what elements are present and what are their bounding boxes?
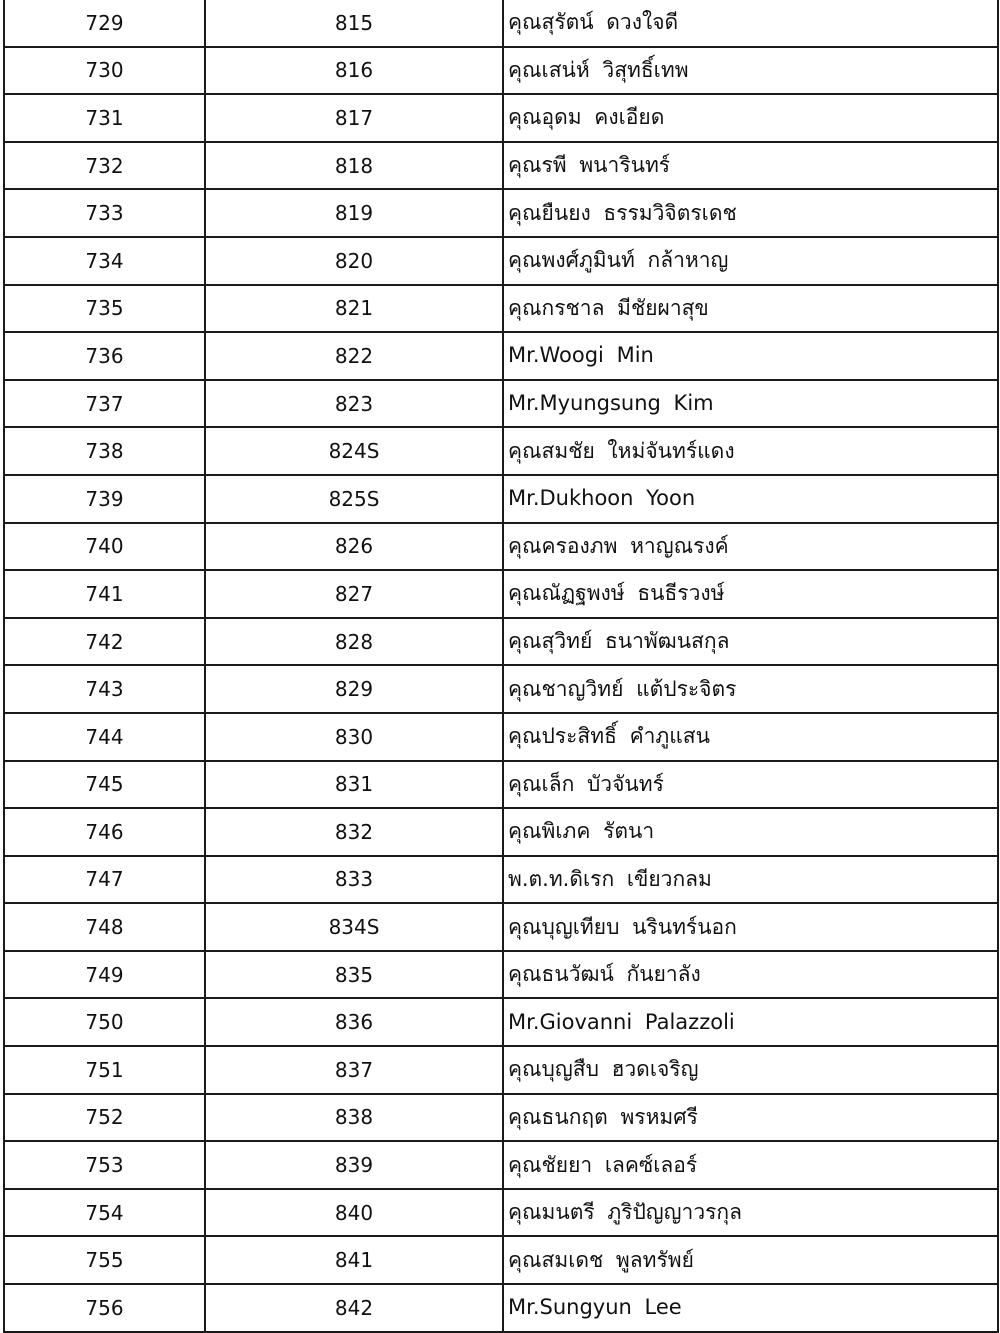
- table-row: [4, 951, 998, 999]
- row-number: 739: [4, 475, 205, 523]
- member-code: 836: [205, 998, 503, 1046]
- member-name: คุณพิเภค รัตนา: [503, 808, 998, 856]
- row-number: 742: [4, 618, 205, 666]
- member-name: คุณสมเดช พูลทรัพย์: [503, 1236, 998, 1284]
- member-name: คุณยืนยง ธรรมวิจิตรเดช: [503, 189, 998, 237]
- member-name: Mr.Dukhoon Yoon: [503, 475, 998, 523]
- table-row: [4, 285, 998, 333]
- member-name: คุณพงศ์ภูมินท์ กล้าหาญ: [503, 237, 998, 285]
- row-number: 734: [4, 237, 205, 285]
- row-number: 729: [4, 0, 205, 47]
- member-code: 817: [205, 94, 503, 142]
- table-row: [4, 1046, 998, 1094]
- row-number: 740: [4, 523, 205, 571]
- table-row: [4, 475, 998, 523]
- row-number: 756: [4, 1284, 205, 1332]
- table-row: [4, 142, 998, 190]
- row-number: 752: [4, 1094, 205, 1142]
- row-number: 753: [4, 1141, 205, 1189]
- row-number: 731: [4, 94, 205, 142]
- member-name: คุณณัฏฐพงษ์ ธนธีรวงษ์: [503, 570, 998, 618]
- table-row: [4, 332, 998, 380]
- member-code: 831: [205, 761, 503, 809]
- table-row: [4, 523, 998, 571]
- table-row: [4, 808, 998, 856]
- row-number: 749: [4, 951, 205, 999]
- table-row: [4, 570, 998, 618]
- member-name: คุณอุดม คงเอียด: [503, 94, 998, 142]
- row-number: 746: [4, 808, 205, 856]
- table-row: [4, 903, 998, 951]
- member-code: 835: [205, 951, 503, 999]
- table-row: [4, 0, 998, 47]
- row-number: 737: [4, 380, 205, 428]
- member-name: คุณบุญสืบ ฮวดเจริญ: [503, 1046, 998, 1094]
- member-code: 828: [205, 618, 503, 666]
- member-code: 816: [205, 47, 503, 95]
- row-number: 754: [4, 1189, 205, 1237]
- row-number: 745: [4, 761, 205, 809]
- member-name: คุณชาญวิทย์ แต้ประจิตร: [503, 665, 998, 713]
- member-code: 824S: [205, 427, 503, 475]
- table-row: [4, 94, 998, 142]
- member-code: 837: [205, 1046, 503, 1094]
- member-code: 842: [205, 1284, 503, 1332]
- member-code: 832: [205, 808, 503, 856]
- table-row: [4, 47, 998, 95]
- member-name: คุณธนวัฒน์ กันยาลัง: [503, 951, 998, 999]
- table-row: [4, 1141, 998, 1189]
- member-code: 834S: [205, 903, 503, 951]
- row-number: 744: [4, 713, 205, 761]
- member-code: 821: [205, 285, 503, 333]
- member-name: คุณกรชาล มีชัยผาสุข: [503, 285, 998, 333]
- member-code: 841: [205, 1236, 503, 1284]
- member-code: 840: [205, 1189, 503, 1237]
- member-name: คุณบุญเทียบ นรินทร์นอก: [503, 903, 998, 951]
- table-row: [4, 856, 998, 904]
- member-name: Mr.Giovanni Palazzoli: [503, 998, 998, 1046]
- table-row: [4, 1236, 998, 1284]
- member-code: 838: [205, 1094, 503, 1142]
- member-code: 823: [205, 380, 503, 428]
- row-number: 732: [4, 142, 205, 190]
- member-name: คุณเล็ก บัวจันทร์: [503, 761, 998, 809]
- member-code: 826: [205, 523, 503, 571]
- member-name: คุณชัยยา เลคซ์เลอร์: [503, 1141, 998, 1189]
- member-code: 818: [205, 142, 503, 190]
- table-row: [4, 189, 998, 237]
- member-name: คุณเสน่ห์ วิสุทธิ์เทพ: [503, 47, 998, 95]
- member-code: 819: [205, 189, 503, 237]
- row-number: 735: [4, 285, 205, 333]
- row-number: 751: [4, 1046, 205, 1094]
- member-name: คุณรพี พนารินทร์: [503, 142, 998, 190]
- row-number: 733: [4, 189, 205, 237]
- member-name: คุณสุวิทย์ ธนาพัฒนสกุล: [503, 618, 998, 666]
- member-name: Mr.Sungyun Lee: [503, 1284, 998, 1332]
- table-row: [4, 998, 998, 1046]
- member-code: 820: [205, 237, 503, 285]
- member-name: คุณมนตรี ภูริปัญญาวรกุล: [503, 1189, 998, 1237]
- member-name: คุณประสิทธิ์ คำภูแสน: [503, 713, 998, 761]
- member-code: 829: [205, 665, 503, 713]
- table-row: [4, 1284, 998, 1332]
- member-name: คุณธนกฤต พรหมศรี: [503, 1094, 998, 1142]
- table-row: [4, 237, 998, 285]
- member-name: คุณครองภพ หาญณรงค์: [503, 523, 998, 571]
- member-name: Mr.Myungsung Kim: [503, 380, 998, 428]
- table-row: [4, 1189, 998, 1237]
- row-number: 748: [4, 903, 205, 951]
- table-row: [4, 1094, 998, 1142]
- row-number: 743: [4, 665, 205, 713]
- member-table: [3, 0, 999, 1333]
- table-row: [4, 761, 998, 809]
- table-row: [4, 713, 998, 761]
- member-name: คุณสมชัย ใหม่จันทร์แดง: [503, 427, 998, 475]
- member-name: พ.ต.ท.ดิเรก เขียวกลม: [503, 856, 998, 904]
- table-row: [4, 427, 998, 475]
- table-row: [4, 618, 998, 666]
- row-number: 741: [4, 570, 205, 618]
- member-code: 825S: [205, 475, 503, 523]
- row-number: 738: [4, 427, 205, 475]
- member-name: คุณสุรัตน์ ดวงใจดี: [503, 0, 998, 47]
- member-code: 839: [205, 1141, 503, 1189]
- member-code: 833: [205, 856, 503, 904]
- member-code: 827: [205, 570, 503, 618]
- table-row: [4, 380, 998, 428]
- row-number: 755: [4, 1236, 205, 1284]
- row-number: 747: [4, 856, 205, 904]
- table-row: [4, 665, 998, 713]
- row-number: 736: [4, 332, 205, 380]
- member-name: Mr.Woogi Min: [503, 332, 998, 380]
- member-code: 815: [205, 0, 503, 47]
- row-number: 730: [4, 47, 205, 95]
- member-code: 822: [205, 332, 503, 380]
- row-number: 750: [4, 998, 205, 1046]
- member-code: 830: [205, 713, 503, 761]
- member-table-body: [4, 0, 998, 1332]
